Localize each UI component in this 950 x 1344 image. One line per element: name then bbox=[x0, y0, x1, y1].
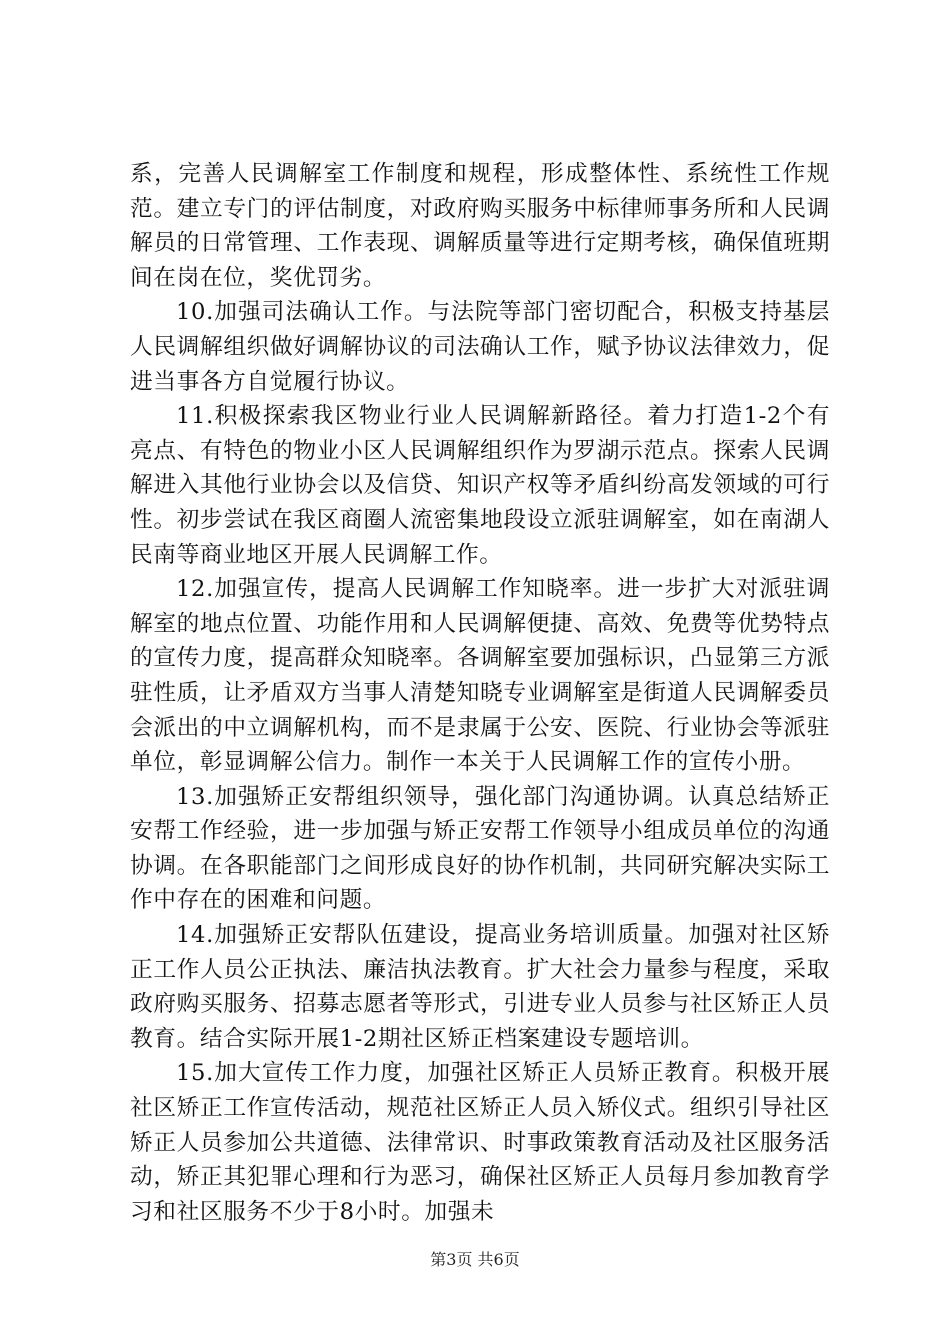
paragraph-item-12: 12.加强宣传，提高人民调解工作知晓率。进一步扩大对派驻调解室的地点位置、功能作用和人民调解便捷、高效、免费等优势特点的宣传力度，提高群众知晓率。各调解室要加强标识，凸显第三方派驻性质，让矛盾双方当事人清楚知晓专业调解室是街道人民调解委员会派出的中立调解机构，而不是隶属于公安、医院、行业协会等派驻单位，彰显调解公信力。制作一本关于人民调解工作的宣传小册。 bbox=[130, 576, 830, 776]
document-body bbox=[130, 157, 830, 1229]
page-number-footer: 第3页 共6页 bbox=[430, 1250, 520, 1269]
paragraph-item-11: 11.积极探索我区物业行业人民调解新路径。着力打造1-2个有亮点、有特色的物业小区人民调解组织作为罗湖示范点。探索人民调解进入其他行业协会以及信贷、知识产权等矛盾纠纷高发领域的可行性。初步尝试在我区商圈人流密集地段设立派驻调解室，如在南湖人民南等商业地区开展人民调解工作。 bbox=[130, 403, 830, 568]
paragraph-continuation: 系，完善人民调解室工作制度和规程，形成整体性、系统性工作规范。建立专门的评估制度，对政府购买服务中标律师事务所和人民调解员的日常管理、工作表现、调解质量等进行定期考核，确保值班期间在岗在位，奖优罚劣。 bbox=[130, 161, 830, 291]
paragraph-item-14: 14.加强矫正安帮队伍建设，提高业务培训质量。加强对社区矫正工作人员公正执法、廉洁执法教育。扩大社会力量参与程度，采取政府购买服务、招募志愿者等形式，引进专业人员参与社区矫正人员教育。结合实际开展1-2期社区矫正档案建设专题培训。 bbox=[130, 922, 830, 1052]
paragraph-item-10: 10.加强司法确认工作。与法院等部门密切配合，积极支持基层人民调解组织做好调解协议的司法确认工作，赋予协议法律效力，促进当事各方自觉履行协议。 bbox=[130, 299, 830, 395]
paragraph-item-13: 13.加强矫正安帮组织领导，强化部门沟通协调。认真总结矫正安帮工作经验，进一步加强与矫正安帮工作领导小组成员单位的沟通协调。在各职能部门之间形成良好的协作机制，共同研究解决实际工作中存在的困难和问题。 bbox=[130, 783, 830, 914]
paragraph-item-15: 15.加大宣传工作力度，加强社区矫正人员矫正教育。积极开展社区矫正工作宣传活动，规范社区矫正人员入矫仪式。组织引导社区矫正人员参加公共道德、法律常识、时事政策教育活动及社区服务活动，矫正其犯罪心理和行为恶习，确保社区矫正人员每月参加教育学习和社区服务不少于8小时。加强未 bbox=[130, 1060, 830, 1225]
